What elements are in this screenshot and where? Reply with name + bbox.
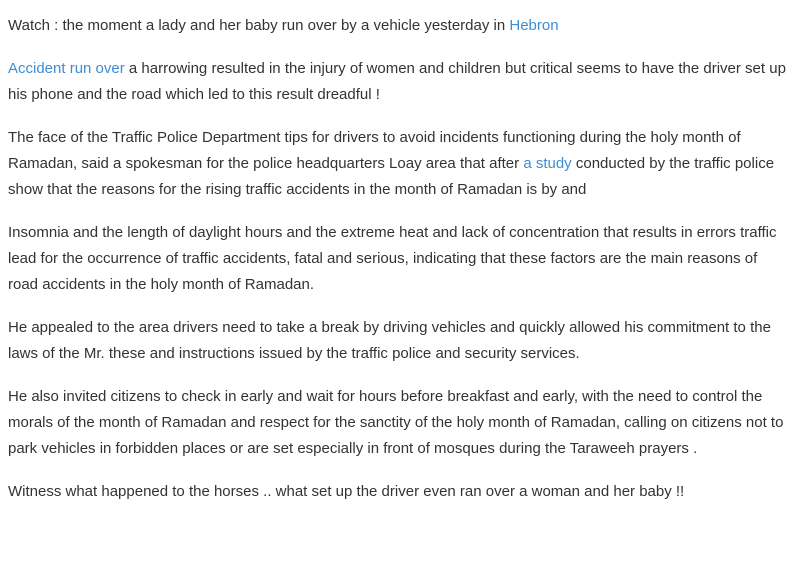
inline-link[interactable]: Hebron [509, 17, 559, 34]
paragraph-text: Witness what happened to the horses .. what set up the driver even ran over a woman and her baby !! [8, 483, 685, 500]
paragraph [8, 56, 790, 108]
inline-link[interactable]: a study [523, 155, 572, 172]
paragraph-text: He appealed to the area drivers need to take a break by driving vehicles and quickly allowed his commitment to the laws of the Mr. these and instructions issued by the traffic police and security services. [8, 319, 771, 362]
inline-link[interactable]: Accident run over [8, 60, 125, 77]
paragraph [8, 125, 790, 203]
paragraph [8, 13, 790, 39]
paragraph-text: a harrowing resulted in the injury of women and children but critical seems to have the driver set up his phone and the road which led to this result dreadful ! [8, 60, 786, 103]
paragraph [8, 220, 790, 298]
paragraph-text: The face of the Traffic Police Department tips for drivers to avoid incidents functioning during the holy month of Ramadan, said a spokesman for the police headquarters Loay area that after [8, 129, 741, 172]
paragraph-text: He also invited citizens to check in early and wait for hours before breakfast and early, with the need to control the morals of the month of Ramadan and respect for the sanctity of the holy month of Ramadan, calling on citizens not to park vehicles in forbidden places or are set especially in front of mosques during the Taraweeh prayers . [8, 388, 784, 457]
article-body [0, 13, 798, 505]
paragraph-text: conducted by the traffic police show that the reasons for the rising traffic accidents in the month of Ramadan is by and [8, 155, 775, 198]
paragraph [8, 315, 790, 367]
paragraph [8, 384, 790, 462]
paragraph-text: Watch : the moment a lady and her baby run over by a vehicle yesterday in [8, 17, 510, 34]
paragraph [8, 479, 790, 505]
paragraph-text: Insomnia and the length of daylight hours and the extreme heat and lack of concentration that results in errors traffic lead for the occurrence of traffic accidents, fatal and serious, indicating that these factors are the main reasons of road accidents in the holy month of Ramadan. [8, 224, 777, 293]
